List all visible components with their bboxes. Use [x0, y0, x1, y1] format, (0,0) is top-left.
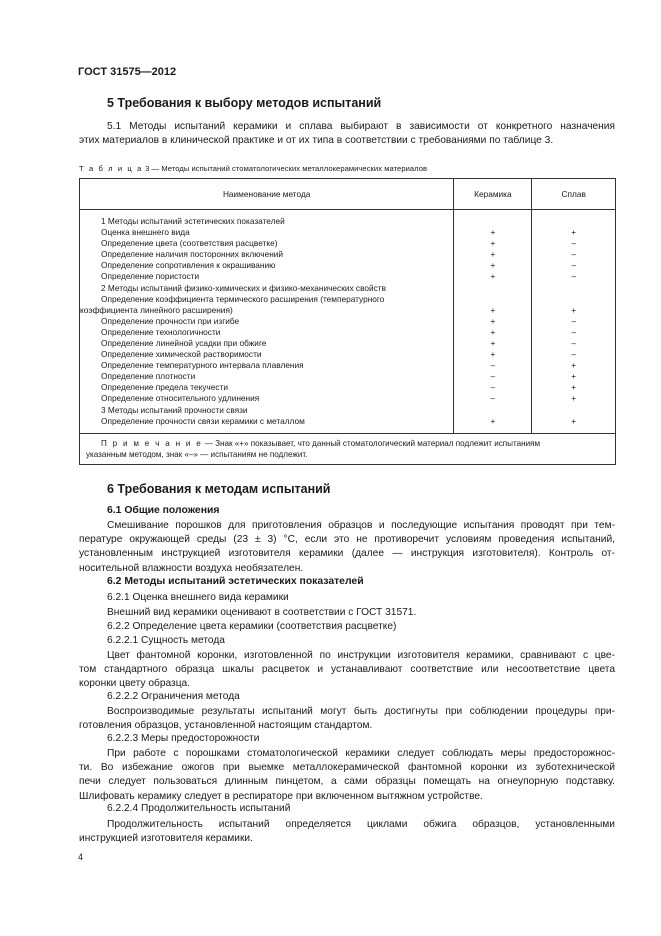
alloy-mark-cell: + [532, 294, 616, 316]
method-name-cell: Определение плотности [80, 371, 454, 382]
table-row [80, 360, 616, 371]
column-header-ceramic: Керамика [454, 179, 532, 210]
table-group-row [80, 281, 616, 294]
paragraph-line: инструкцией изготовителя керамики. [79, 833, 253, 845]
paragraph-6-1 [79, 519, 615, 576]
ceramic-mark-cell [454, 216, 532, 227]
alloy-mark-cell: + [532, 371, 616, 382]
ceramic-mark-cell: + [454, 316, 532, 327]
paragraph-line: ти. Во избежание ожогов при выемке металлокерамической фантомной коронки из зуботехнической [79, 762, 615, 774]
section-5-paragraph [79, 120, 615, 148]
paragraph-line: 5.1 Методы испытаний керамики и сплава выбирают в зависимости от конкретного назначения [107, 121, 615, 132]
paragraph-line: установленным инструкцией изготовителя керамики (далее — инструкция изготовителя). Контроль от- [79, 548, 615, 560]
table-note [80, 434, 616, 465]
table-row [80, 238, 616, 249]
method-name-cell: 2 Методы испытаний физико-химических и физико-механических свойств [80, 281, 454, 294]
table-note-lead: П р и м е ч а н и е [101, 439, 203, 449]
alloy-mark-cell [532, 216, 616, 227]
ceramic-mark-cell: + [454, 327, 532, 338]
paragraph-line: печи следует пользоваться длинным пинцетом, а сами образцы помещать на огнеупорную подставку. [79, 776, 615, 788]
ceramic-mark-cell: + [454, 238, 532, 249]
method-name-cell: Определение сопротивления к окрашиванию [80, 260, 454, 271]
ceramic-mark-cell: – [454, 382, 532, 393]
alloy-mark-cell: – [532, 316, 616, 327]
paragraph-line: этих материалов в клинической практике и от их типа в соответствии с требованиями по таблице 3. [79, 135, 554, 147]
method-name-cell: Определение прочности при изгибе [80, 316, 454, 327]
paragraph-line: носительной влажности воздуха необязателен. [79, 562, 304, 574]
paragraph-6-2-2-1 [79, 649, 615, 692]
alloy-mark-cell: – [532, 349, 616, 360]
ceramic-mark-cell: + [454, 271, 532, 282]
method-name-cell: Определение относительного удлинения [80, 393, 454, 404]
section-6-heading: 6 Требования к методам испытаний [107, 482, 331, 496]
alloy-mark-cell: – [532, 260, 616, 271]
paragraph-line: коронки цвету образца. [79, 678, 191, 690]
table-row [80, 382, 616, 393]
document-id: ГОСТ 31575—2012 [78, 66, 177, 78]
ceramic-mark-cell: + [454, 294, 532, 316]
column-header-alloy: Сплав [532, 179, 616, 210]
alloy-mark-cell: + [532, 227, 616, 238]
paragraph-6-2-2-3 [79, 747, 615, 804]
paragraph-line: Цвет фантомной коронки, изготовленной по инструкции изготовителя керамики, сравнивают с цве- [107, 650, 615, 661]
table-row [80, 316, 616, 327]
method-name-cell: Определение пористости [80, 271, 454, 282]
table-note-line [101, 438, 609, 449]
method-name-cell [80, 294, 454, 316]
ceramic-mark-cell [454, 403, 532, 416]
method-name-cell: Определение технологичности [80, 327, 454, 338]
clause-6-2-2: 6.2.2 Определение цвета керамики (соответствия расцветке) [107, 621, 397, 632]
method-name-line: Определение коэффициента термического расширения (температурного [101, 294, 385, 305]
method-name-cell: Определение цвета (соответствия расцветке) [80, 238, 454, 249]
section-5-heading: 5 Требования к выбору методов испытаний [107, 96, 382, 110]
table-note-line: указанным методом, знак «–» — испытаниям не подлежит. [86, 450, 308, 460]
table-caption-lead: Т а б л и ц а [79, 164, 143, 173]
alloy-mark-cell: – [532, 271, 616, 282]
ceramic-mark-cell: – [454, 393, 532, 404]
table-note-row [80, 434, 616, 465]
clause-6-2-2-4: 6.2.2.4 Продолжительность испытаний [107, 803, 291, 814]
alloy-mark-cell: – [532, 238, 616, 249]
ceramic-mark-cell: + [454, 260, 532, 271]
page-number: 4 [78, 852, 84, 862]
method-name-cell: Определение линейной усадки при обжиге [80, 338, 454, 349]
subsection-6-2-heading: 6.2 Методы испытаний эстетических показателей [107, 576, 364, 587]
alloy-mark-cell: – [532, 249, 616, 260]
ceramic-mark-cell [454, 281, 532, 294]
ceramic-mark-cell: + [454, 227, 532, 238]
table-row [80, 349, 616, 360]
method-name-cell: Определение наличия посторонних включений [80, 249, 454, 260]
paragraph-line: Шлифовать керамику следует в респираторе при включенном вытяжном устройстве. [79, 790, 483, 802]
table-row [80, 393, 616, 404]
table-row [80, 227, 616, 238]
ceramic-mark-cell: – [454, 371, 532, 382]
clause-6-2-1-text: Внешний вид керамики оценивают в соответствии с ГОСТ 31571. [107, 607, 417, 618]
table-row [80, 249, 616, 260]
method-name-cell: 3 Методы испытаний прочности связи [80, 403, 454, 416]
table-row [80, 260, 616, 271]
ceramic-mark-cell: + [454, 416, 532, 427]
table-row [80, 371, 616, 382]
alloy-mark-cell: + [532, 382, 616, 393]
table-row [80, 271, 616, 282]
alloy-mark-cell: + [532, 360, 616, 371]
ceramic-mark-cell: – [454, 360, 532, 371]
subsection-6-1-heading: 6.1 Общие положения [107, 505, 220, 516]
ceramic-mark-cell: + [454, 349, 532, 360]
clause-6-2-2-2: 6.2.2.2 Ограничения метода [107, 691, 240, 702]
alloy-mark-cell: + [532, 393, 616, 404]
column-header-method: Наименование метода [80, 179, 454, 210]
table-caption-text: 3 — Методы испытаний стоматологических металлокерамических материалов [145, 164, 428, 173]
table-note-text: — Знак «+» показывает, что данный стоматологический материал подлежит испытаниям [202, 439, 541, 449]
table-group-row [80, 216, 616, 227]
paragraph-line: том стандартного образца шкалы расцветок и устанавливают соответствие или несоответствие цвета [79, 664, 615, 676]
paragraph-line: Смешивание порошков для приготовления образцов и последующие испытания проводят при тем- [107, 520, 615, 531]
paragraph-6-2-2-4 [79, 818, 615, 846]
method-name-cell: Определение прочности связи керамики с металлом [80, 416, 454, 427]
clause-6-2-2-3: 6.2.2.3 Меры предосторожности [107, 733, 260, 744]
alloy-mark-cell: + [532, 416, 616, 427]
paragraph-line: пературе окружающей среды (23 ± 3) °С, если это не противоречит условиям проведения испытаний, [79, 534, 615, 546]
table-row [80, 294, 616, 316]
paragraph-line: При работе с порошками стоматологической керамики следует соблюдать меры предосторожнос- [107, 748, 615, 759]
paragraph-line: Продолжительность испытаний определяется циклами обжига образцов, установленными [107, 819, 615, 830]
method-name-cell: Определение температурного интервала плавления [80, 360, 454, 371]
methods-table [79, 178, 616, 465]
method-name-line: коэффициента линейного расширения) [80, 305, 233, 316]
paragraph-line: Воспроизводимые результаты испытаний могут быть достигнуты при соблюдении процедуры при- [107, 706, 615, 717]
clause-6-2-2-1: 6.2.2.1 Сущность метода [107, 635, 225, 646]
table-caption [79, 164, 427, 173]
method-name-cell: Оценка внешнего вида [80, 227, 454, 238]
table-row [80, 338, 616, 349]
table-group-row [80, 403, 616, 416]
alloy-mark-cell [532, 403, 616, 416]
method-name-cell: Определение предела текучести [80, 382, 454, 393]
ceramic-mark-cell: + [454, 249, 532, 260]
method-name-cell: 1 Методы испытаний эстетических показателей [80, 216, 454, 227]
paragraph-line: готовления образцов, установленной настоящим стандартом. [79, 720, 373, 732]
clause-6-2-1: 6.2.1 Оценка внешнего вида керамики [107, 592, 289, 603]
table-row [80, 327, 616, 338]
alloy-mark-cell [532, 281, 616, 294]
table-row [80, 416, 616, 427]
ceramic-mark-cell: + [454, 338, 532, 349]
alloy-mark-cell: – [532, 327, 616, 338]
method-name-cell: Определение химической растворимости [80, 349, 454, 360]
alloy-mark-cell: – [532, 338, 616, 349]
table-body [80, 210, 616, 465]
paragraph-6-2-2-2 [79, 705, 615, 733]
